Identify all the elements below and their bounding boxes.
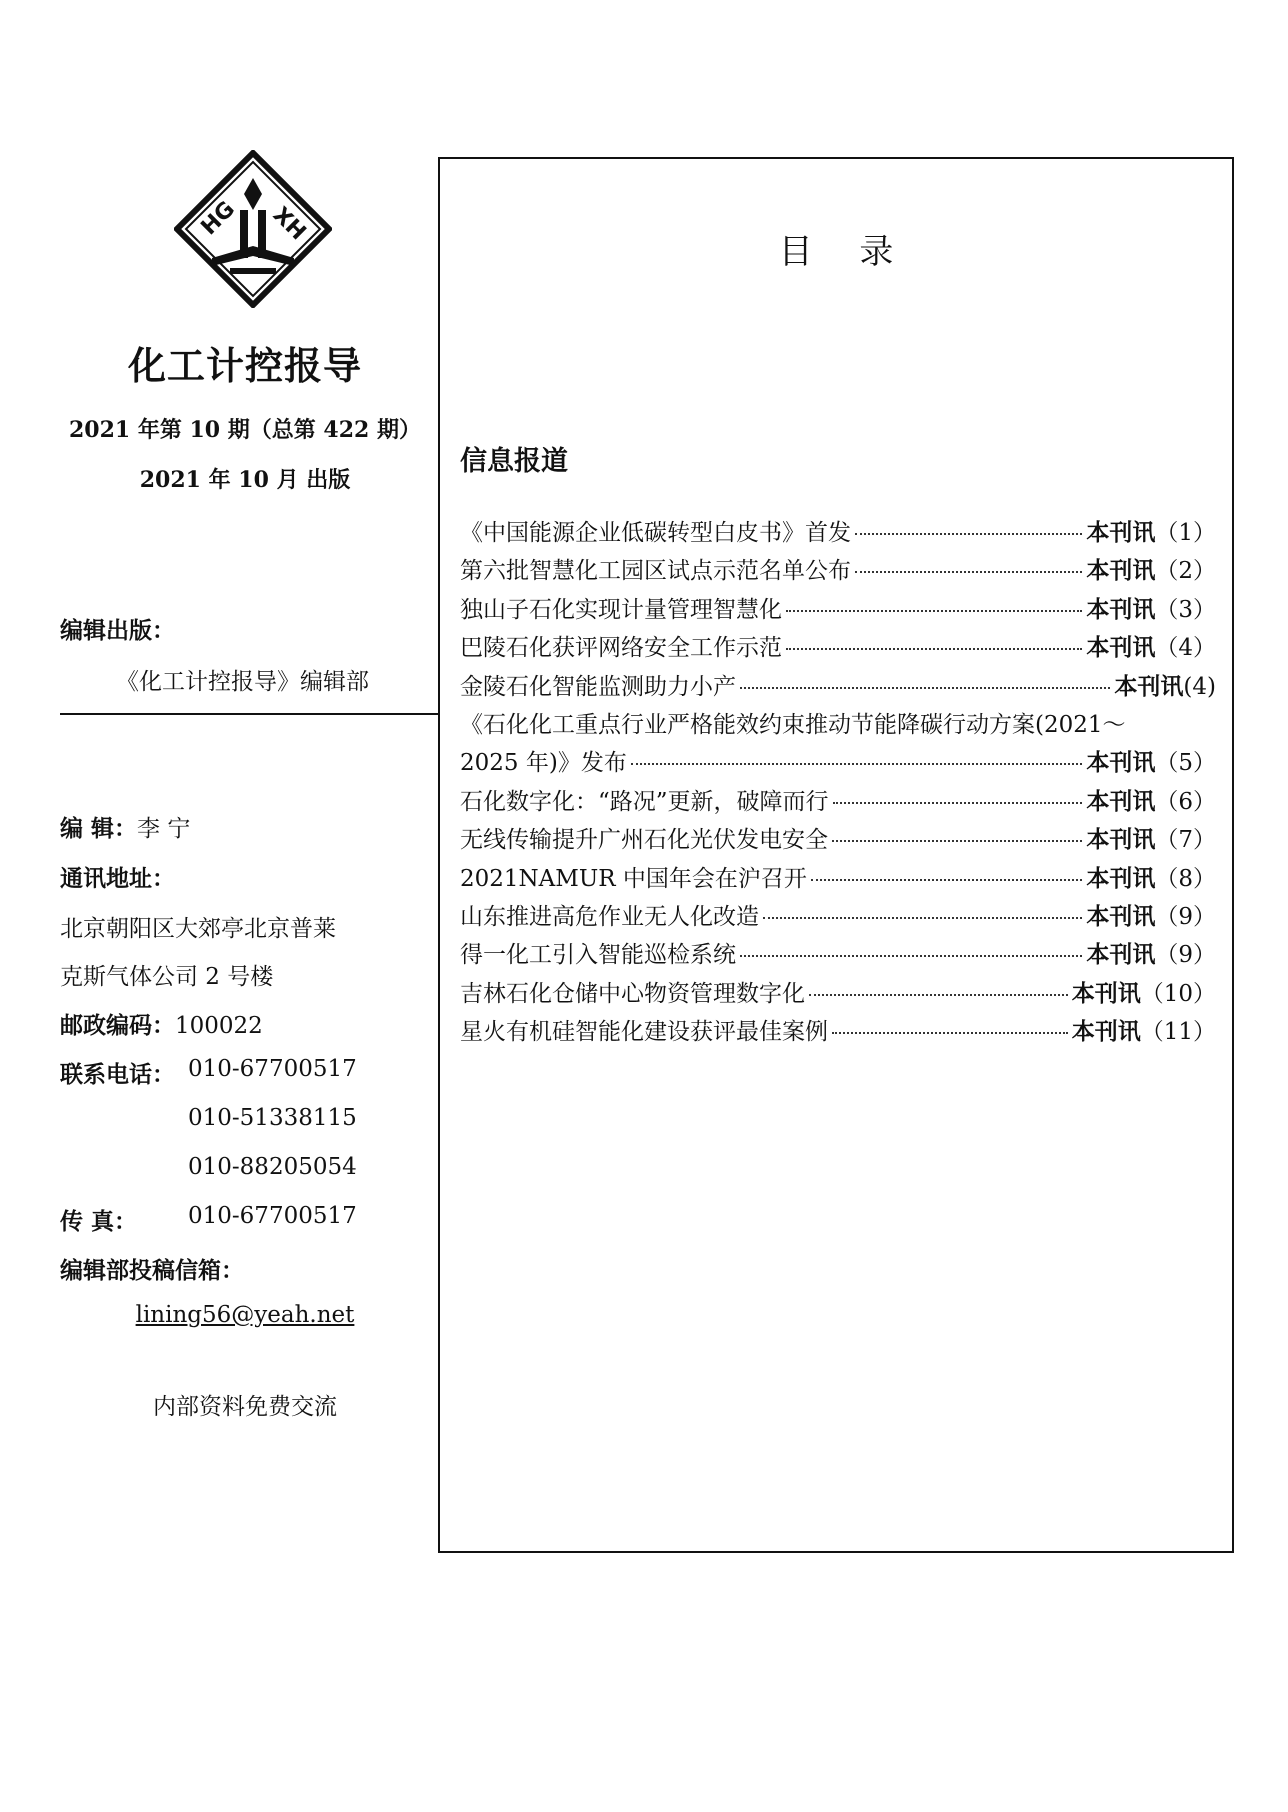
toc-item[interactable]: 第六批智慧化工园区试点示范名单公布 本刊讯 （2） xyxy=(460,558,1216,585)
table-of-contents xyxy=(438,157,1234,1553)
address-line-2: 克斯气体公司 2 号楼 xyxy=(60,964,274,990)
editor-row xyxy=(60,810,190,843)
postcode-row xyxy=(60,1007,263,1040)
journal-logo xyxy=(174,150,332,308)
fax-label: 传 真： xyxy=(60,1209,138,1235)
leader-dots xyxy=(833,802,1083,804)
leader-dots xyxy=(740,955,1082,957)
leader-dots xyxy=(740,687,1110,689)
publish-date-line: 2021 年 10 月 出版 xyxy=(139,467,351,493)
sidebar-divider xyxy=(60,713,440,715)
postcode-value: 100022 xyxy=(175,1013,263,1039)
toc-item[interactable]: 石化数字化：“路况”更新，破障而行 本刊讯 （6） xyxy=(460,788,1216,815)
toc-item-line-1[interactable]: 《石化化工重点行业严格能效约束推动节能降碳行动方案(2021～ xyxy=(460,711,1126,738)
leader-dots xyxy=(786,648,1082,650)
leader-dots xyxy=(811,879,1083,881)
section-title: 信息报道 xyxy=(460,446,568,477)
address-line-1: 北京朝阳区大郊亭北京普莱 xyxy=(60,916,336,942)
internal-note: 内部资料免费交流 xyxy=(153,1394,337,1420)
leader-dots xyxy=(855,533,1082,535)
phone-3: 010-88205054 xyxy=(188,1154,357,1180)
leader-dots xyxy=(809,994,1068,996)
toc-item[interactable]: 2025 年)》发布 本刊讯 （5） xyxy=(460,750,1216,777)
toc-item[interactable]: 吉林石化仓储中心物资管理数字化 本刊讯 （10） xyxy=(460,980,1216,1007)
toc-item[interactable]: 独山子石化实现计量管理智慧化 本刊讯 （3） xyxy=(460,596,1216,623)
toc-item[interactable]: 2021NAMUR 中国年会在沪召开 本刊讯 （8） xyxy=(460,865,1216,892)
leader-dots xyxy=(763,917,1082,919)
leader-dots xyxy=(832,1032,1068,1034)
toc-item[interactable]: 星火有机硅智能化建设获评最佳案例 本刊讯 （11） xyxy=(460,1019,1216,1046)
publisher-value: 《化工计控报导》编辑部 xyxy=(116,669,369,695)
phone-1: 010-67700517 xyxy=(188,1056,357,1082)
toc-item[interactable]: 《中国能源企业低碳转型白皮书》首发 本刊讯 （1） xyxy=(460,520,1216,546)
phone-label: 联系电话： xyxy=(60,1062,175,1088)
issue-line: 2021 年第 10 期（总第 422 期） xyxy=(68,417,422,443)
phone-2: 010-51338115 xyxy=(188,1105,357,1131)
toc-item[interactable]: 无线传输提升广州石化光伏发电安全 本刊讯 （7） xyxy=(460,827,1216,854)
editor-label: 编 辑： xyxy=(60,816,138,842)
toc-heading: 目 录 xyxy=(778,232,912,272)
leader-dots xyxy=(786,610,1082,612)
toc-item[interactable]: 得一化工引入智能巡检系统 本刊讯 （9） xyxy=(460,942,1216,969)
email-link[interactable]: lining56@yeah.net xyxy=(135,1302,355,1328)
leader-dots xyxy=(855,571,1082,573)
fax-value: 010-67700517 xyxy=(188,1203,357,1229)
address-label: 通讯地址： xyxy=(60,866,175,892)
leader-dots xyxy=(832,840,1082,842)
toc-list xyxy=(460,514,1216,1051)
toc-item[interactable]: 巴陵石化获评网络安全工作示范 本刊讯 （4） xyxy=(460,635,1216,662)
publication-title: 化工计控报导 xyxy=(127,344,362,388)
editor-value: 李 宁 xyxy=(137,816,191,842)
publisher-label: 编辑出版： xyxy=(60,618,175,644)
postcode-label: 邮政编码： xyxy=(60,1013,175,1039)
email-label: 编辑部投稿信箱： xyxy=(60,1258,244,1284)
svg-text:HG: HG xyxy=(196,196,241,241)
toc-item[interactable]: 山东推进高危作业无人化改造 本刊讯 （9） xyxy=(460,903,1216,930)
svg-text:XH: XH xyxy=(267,202,311,246)
toc-item[interactable]: 金陵石化智能监测助力小产 本刊讯 (4) xyxy=(460,673,1216,700)
leader-dots xyxy=(631,763,1083,765)
